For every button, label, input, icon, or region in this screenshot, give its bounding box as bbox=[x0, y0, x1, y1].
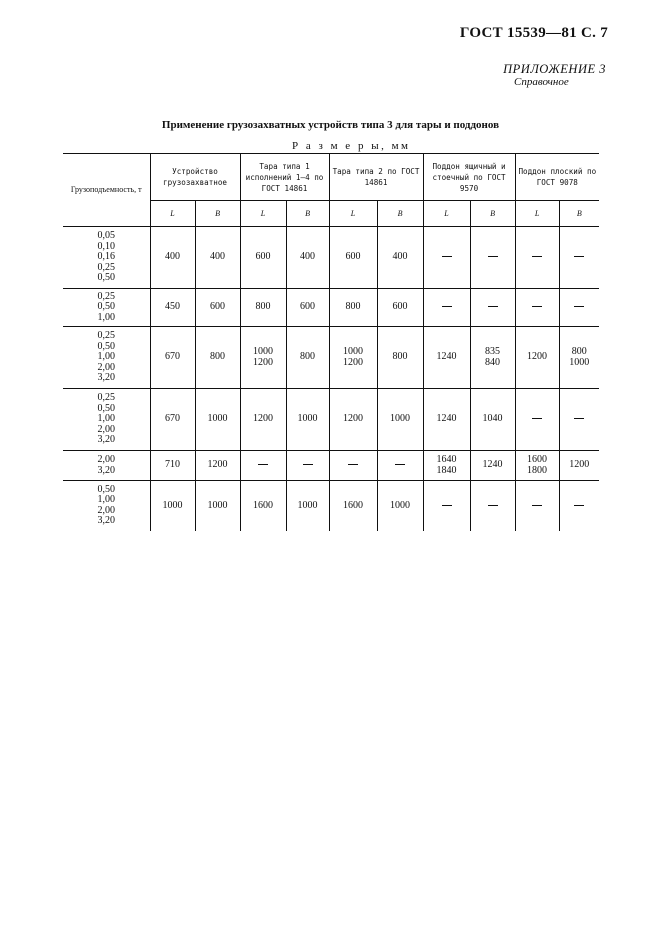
value-cell: 1000 bbox=[286, 389, 329, 451]
value-cell: 1000 bbox=[377, 389, 423, 451]
capacity-cell: 0,50 1,00 2,00 3,20 bbox=[97, 483, 115, 527]
table-row bbox=[63, 389, 599, 451]
dash-mark bbox=[488, 256, 498, 257]
value-cell: 1000 bbox=[286, 481, 329, 531]
dash-mark bbox=[442, 256, 452, 257]
value-cell bbox=[470, 289, 515, 327]
value-cell: 800 bbox=[195, 327, 240, 389]
subheader-b: B bbox=[559, 201, 599, 227]
value-cell: 1200 bbox=[195, 451, 240, 481]
subheader-b: B bbox=[377, 201, 423, 227]
value-cell: 1000 bbox=[150, 481, 195, 531]
value-cell bbox=[515, 481, 559, 531]
value-cell: 1200 bbox=[559, 451, 599, 481]
group-header-flat-pallet: Поддон плоский по ГОСТ 9078 bbox=[515, 154, 599, 201]
capacity-cell: 0,25 0,50 1,00 2,00 3,20 bbox=[63, 389, 150, 451]
table-body bbox=[63, 227, 599, 531]
dash-mark bbox=[348, 464, 358, 465]
value-cell bbox=[470, 481, 515, 531]
value-cell: 835 840 bbox=[470, 327, 515, 389]
value-cell: 1000 bbox=[195, 389, 240, 451]
value-cell bbox=[559, 481, 599, 531]
dash-mark bbox=[442, 306, 452, 307]
value-cell: 1240 bbox=[423, 389, 470, 451]
dash-mark bbox=[303, 464, 313, 465]
value-cell bbox=[329, 451, 377, 481]
value-cell bbox=[423, 481, 470, 531]
value-cell bbox=[559, 389, 599, 451]
dash-mark bbox=[574, 505, 584, 506]
value-cell: 400 bbox=[195, 227, 240, 289]
value-cell: 1240 bbox=[470, 451, 515, 481]
value-cell: 600 bbox=[377, 289, 423, 327]
value-cell bbox=[559, 227, 599, 289]
value-cell: 600 bbox=[195, 289, 240, 327]
group-header-container-type1: Тара типа 1 исполнений 1—4 по ГОСТ 14861 bbox=[240, 154, 329, 201]
value-cell: 600 bbox=[240, 227, 286, 289]
reference-label: Справочное bbox=[514, 76, 569, 88]
table-row bbox=[63, 289, 599, 327]
value-cell: 400 bbox=[150, 227, 195, 289]
group-header-device: Устройство грузозахватное bbox=[150, 154, 240, 201]
dash-mark bbox=[258, 464, 268, 465]
value-cell: 800 bbox=[286, 327, 329, 389]
value-cell bbox=[240, 451, 286, 481]
value-cell bbox=[377, 451, 423, 481]
value-cell: 400 bbox=[286, 227, 329, 289]
table-title: Применение грузозахватных устройств типа 3 для тары и поддонов bbox=[161, 119, 500, 131]
value-cell: 800 bbox=[240, 289, 286, 327]
capacity-cell: 0,25 0,50 1,00 bbox=[63, 289, 150, 327]
capacity-header: Грузоподъемность, т bbox=[63, 154, 150, 227]
group-header-box-pallet: Поддон ящичный и стоечный по ГОСТ 9570 bbox=[423, 154, 515, 201]
value-cell: 1240 bbox=[423, 327, 470, 389]
value-cell bbox=[559, 289, 599, 327]
value-cell: 800 bbox=[329, 289, 377, 327]
appendix-label: ПРИЛОЖЕНИЕ 3 bbox=[503, 62, 606, 76]
value-cell: 1000 1200 bbox=[329, 327, 377, 389]
value-cell: 1600 1800 bbox=[515, 451, 559, 481]
value-cell: 1600 bbox=[329, 481, 377, 531]
value-cell: 600 bbox=[286, 289, 329, 327]
value-cell: 1000 bbox=[377, 481, 423, 531]
capacity-cell: 2,00 3,20 bbox=[63, 451, 150, 481]
value-cell bbox=[515, 227, 559, 289]
value-cell: 1200 bbox=[329, 389, 377, 451]
subheader-l: L bbox=[240, 201, 286, 227]
data-table bbox=[63, 153, 599, 531]
subheader-l: L bbox=[150, 201, 195, 227]
value-cell: 600 bbox=[329, 227, 377, 289]
capacity-cell: 0,05 0,10 0,16 0,25 0,50 bbox=[63, 227, 150, 289]
dash-mark bbox=[532, 418, 542, 419]
value-cell: 450 bbox=[150, 289, 195, 327]
value-cell: 800 bbox=[377, 327, 423, 389]
dash-mark bbox=[442, 505, 452, 506]
dash-mark bbox=[532, 256, 542, 257]
table-row bbox=[63, 227, 599, 289]
value-cell: 1640 1840 bbox=[423, 451, 470, 481]
value-cell: 710 bbox=[150, 451, 195, 481]
value-cell bbox=[286, 451, 329, 481]
value-cell bbox=[423, 227, 470, 289]
value-cell: 1000 bbox=[195, 481, 240, 531]
subheader-b: B bbox=[195, 201, 240, 227]
table-row bbox=[63, 327, 599, 389]
subheader-b: B bbox=[286, 201, 329, 227]
table-row bbox=[63, 481, 599, 531]
value-cell bbox=[515, 289, 559, 327]
table-row bbox=[63, 451, 599, 481]
subheader-l: L bbox=[423, 201, 470, 227]
dash-mark bbox=[532, 505, 542, 506]
dash-mark bbox=[574, 256, 584, 257]
dash-mark bbox=[488, 505, 498, 506]
subheader-l: L bbox=[515, 201, 559, 227]
value-cell: 800 1000 bbox=[559, 327, 599, 389]
value-cell: 400 bbox=[377, 227, 423, 289]
value-cell bbox=[423, 289, 470, 327]
group-header-container-type2: Тара типа 2 по ГОСТ 14861 bbox=[329, 154, 423, 201]
value-cell bbox=[515, 389, 559, 451]
value-cell: 1040 bbox=[470, 389, 515, 451]
value-cell: 1000 1200 bbox=[240, 327, 286, 389]
subheader-l: L bbox=[329, 201, 377, 227]
document-title: ГОСТ 15539—81 С. 7 bbox=[459, 25, 608, 41]
dimensions-note: Р а з м е р ы, мм bbox=[292, 140, 411, 152]
value-cell: 1600 bbox=[240, 481, 286, 531]
value-cell: 670 bbox=[150, 327, 195, 389]
value-cell: 1200 bbox=[240, 389, 286, 451]
dash-mark bbox=[395, 464, 405, 465]
dash-mark bbox=[574, 306, 584, 307]
dash-mark bbox=[532, 306, 542, 307]
dash-mark bbox=[488, 306, 498, 307]
capacity-cell: 0,25 0,50 1,00 2,00 3,20 bbox=[63, 327, 150, 389]
value-cell: 670 bbox=[150, 389, 195, 451]
subheader-b: B bbox=[470, 201, 515, 227]
dash-mark bbox=[574, 418, 584, 419]
value-cell: 1200 bbox=[515, 327, 559, 389]
value-cell bbox=[470, 227, 515, 289]
